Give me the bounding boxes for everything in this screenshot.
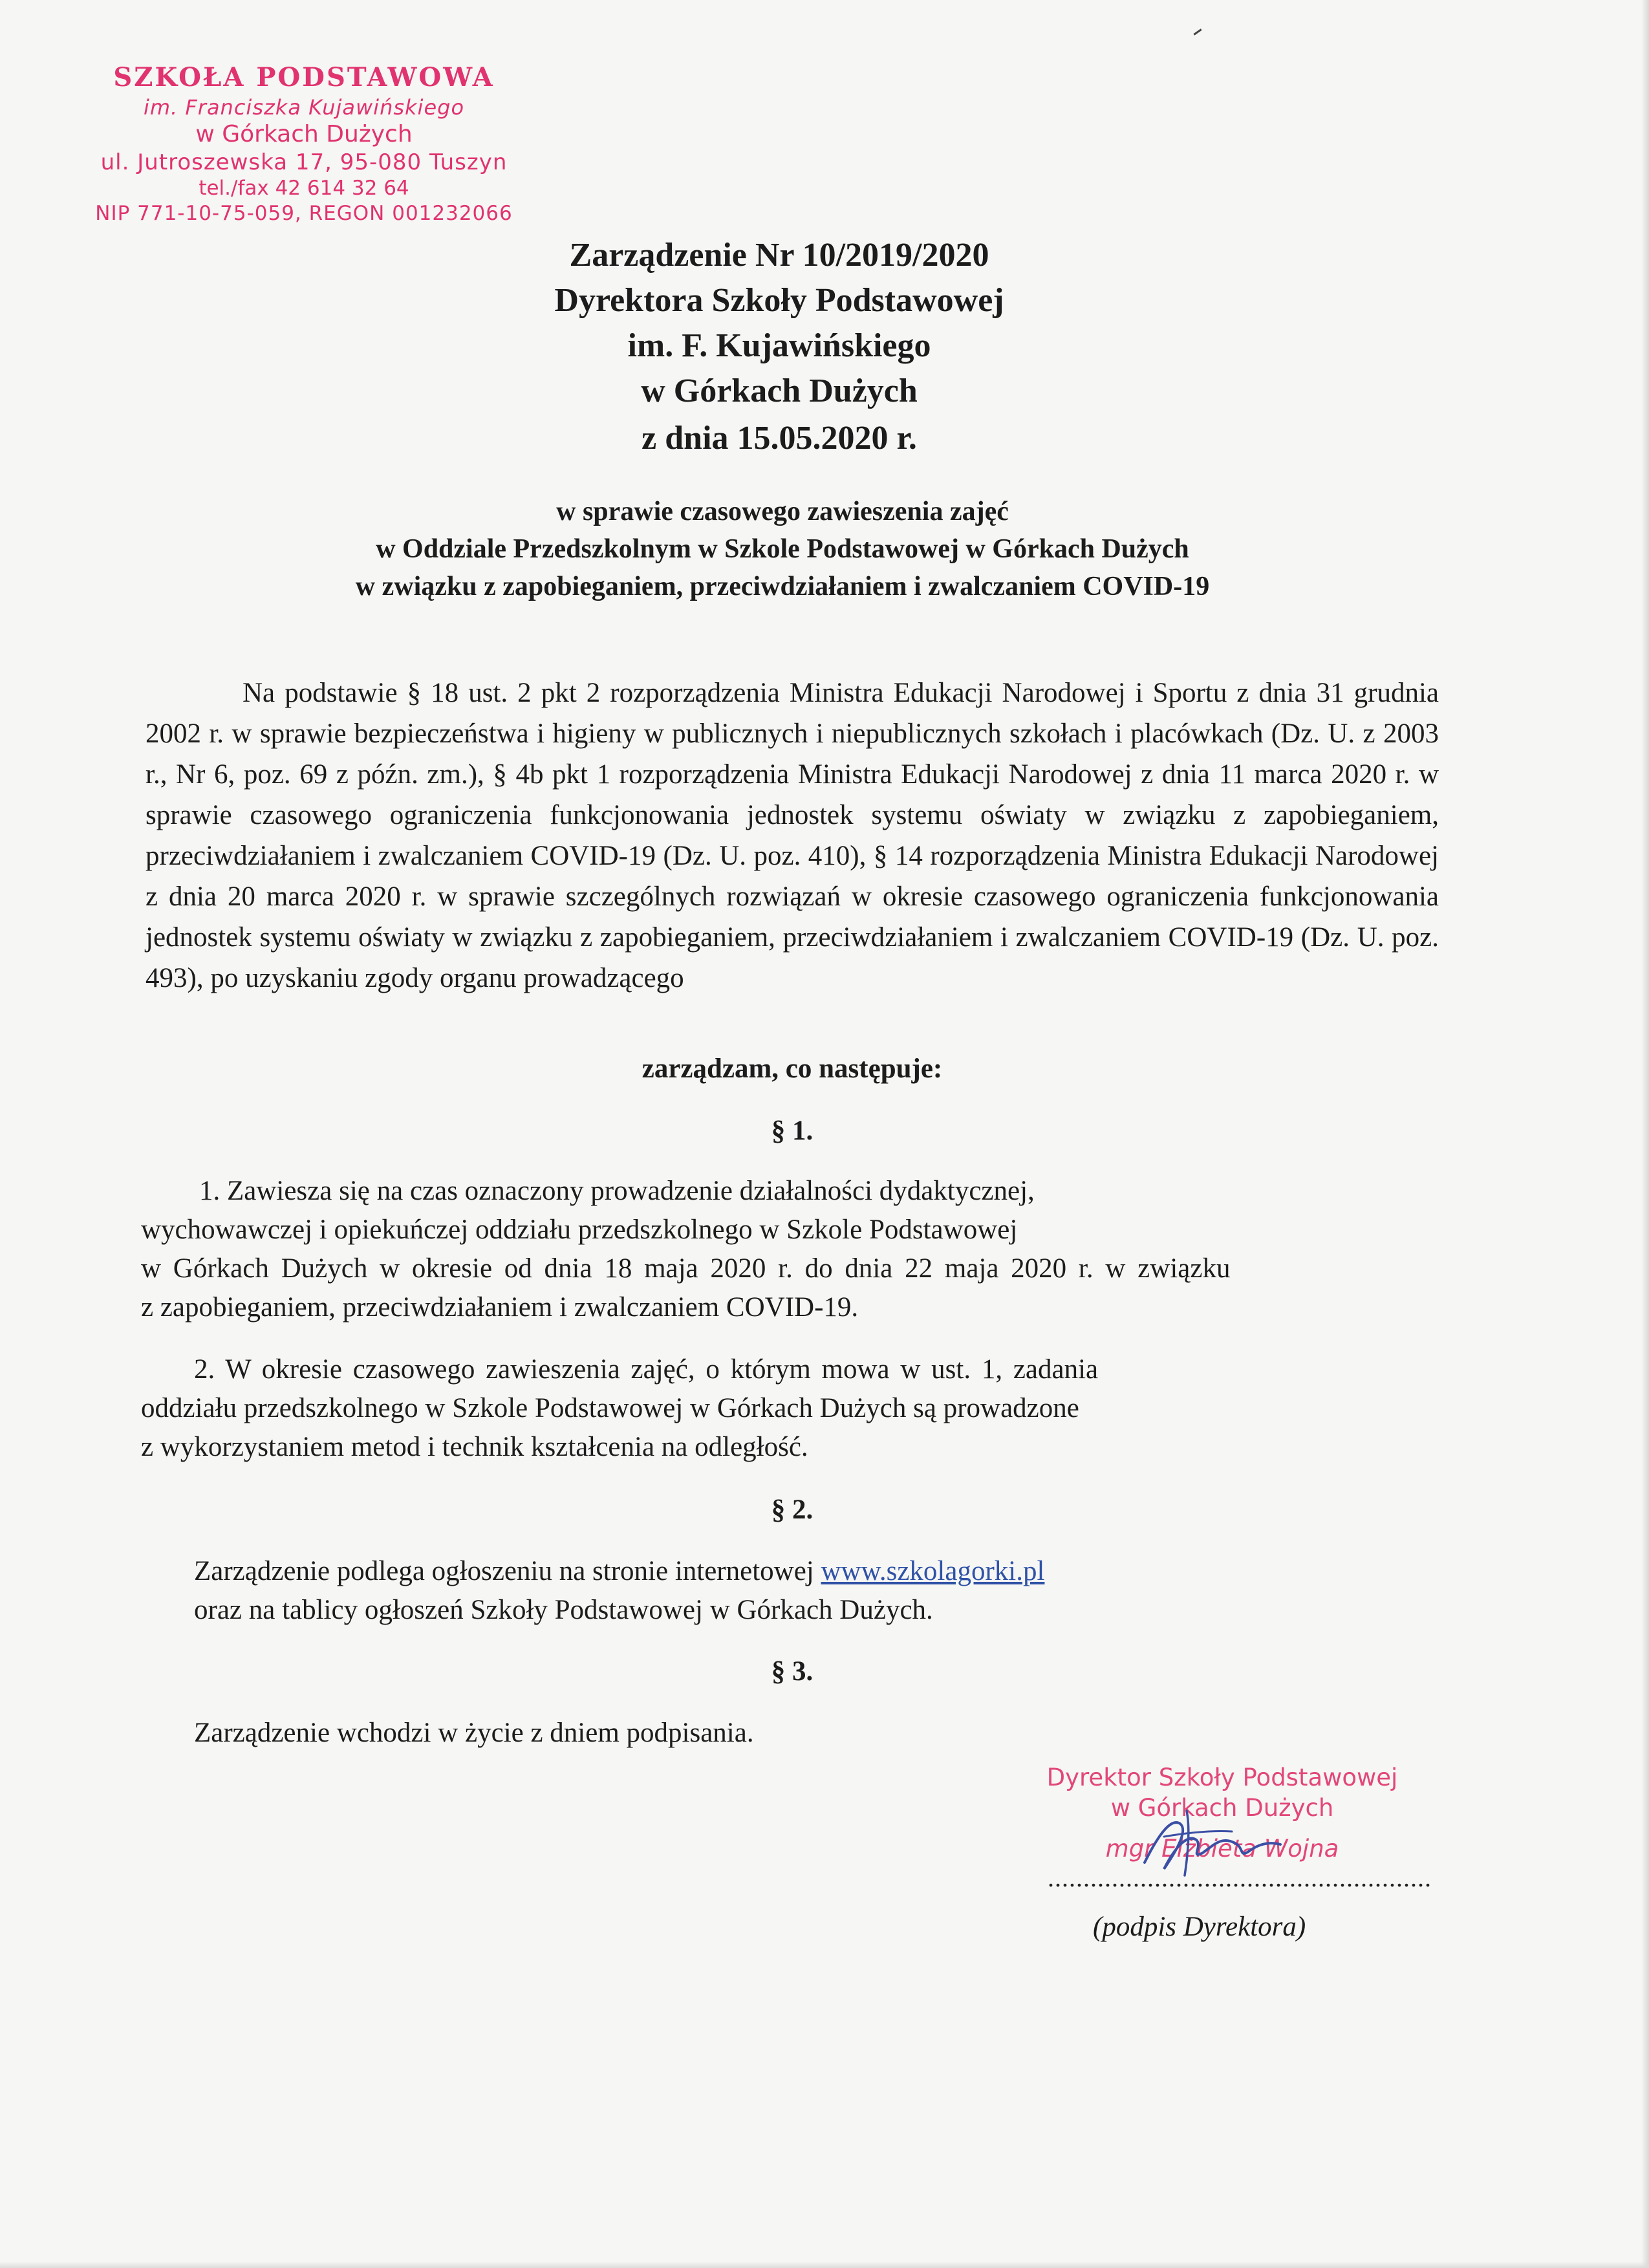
stamp-line: ul. Jutroszewska 17, 95-080 Tuszyn <box>100 149 508 175</box>
section-1-line: z wykorzystaniem metod i technik kształcenia na odległość. <box>141 1432 808 1462</box>
section-1-line: 2. W okresie czasowego zawieszenia zajęć, o którym mowa w ust. 1, zadania <box>194 1354 1099 1385</box>
document-subject <box>0 493 1565 605</box>
signature-line: ...................................................... <box>1048 1863 1432 1892</box>
title-line: Zarządzenie Nr 10/2019/2020 <box>569 237 989 274</box>
subject-line: w Oddziale Przedszkolnym w Szkole Podstawowej w Górkach Dużych <box>376 534 1189 564</box>
scan-edge <box>0 2262 1649 2268</box>
subject-line: w sprawie czasowego zawieszenia zajęć <box>556 497 1009 526</box>
section-2-line: oraz na tablicy ogłoszeń Szkoły Podstawowej w Górkach Dużych. <box>194 1595 933 1625</box>
school-stamp <box>84 62 524 225</box>
title-line: w Górkach Dużych <box>641 373 918 409</box>
title-line: im. F. Kujawińskiego <box>627 327 931 364</box>
section-1-line: 1. Zawiesza się na czas oznaczony prowadzenie działalności dydaktycznej, <box>199 1176 1035 1206</box>
stamp-line: tel./fax 42 614 32 64 <box>199 177 409 200</box>
pen-mark <box>1193 28 1202 35</box>
legal-basis-paragraph: Na podstawie § 18 ust. 2 pkt 2 rozporządzenia Ministra Edukacji Narodowej i Sportu z dnia 31 grudnia 2002 r. w sprawie bezpieczeństwa i higieny w publicznych i niepublicznych szkołach i placówkach (Dz. U. z 2003 r., Nr 6, poz. 69 z późn. zm.), § 4b pkt 1 rozporządzenia Ministra Edukacji Narodowej z dnia 11 marca 2020 r. w sprawie czasowego ograniczenia funkcjonowania jednostek systemu oświaty w związku z zapobieganiem, przeciwdziałaniem i zwalczaniem COVID-19 (Dz. U. poz. 410), § 14 rozporządzenia Ministra Edukacji Narodowej z dnia 20 marca 2020 r. w sprawie szczególnych rozwiązań w okresie czasowego ograniczenia funkcjonowania jednostek systemu oświaty w związku z zapobieganiem, przeciwdziałaniem i zwalczaniem COVID-19 (Dz. U. poz. 493), po uzyskaniu zgody organu prowadzącego <box>146 678 1439 993</box>
section-3-text: Zarządzenie wchodzi w życie z dniem podpisania. <box>194 1718 754 1748</box>
stamp-line: w Górkach Dużych <box>195 121 413 147</box>
section-1-line: oddziału przedszkolnego w Szkole Podstawowej w Górkach Dużych są prowadzone <box>141 1393 1079 1423</box>
section-1-line: wychowawczej i opiekuńczej oddziału przedszkolnego w Szkole Podstawowej <box>141 1215 1018 1245</box>
decree-phrase: zarządzam, co następuje: <box>641 1053 943 1084</box>
signature-caption <box>1093 1911 1306 1943</box>
section-3-heading: § 3. <box>771 1656 814 1687</box>
director-stamp-line: w Górkach Dużych <box>1110 1794 1334 1822</box>
document-title <box>0 233 1558 414</box>
director-stamp-line: Dyrektor Szkoły Podstawowej <box>1046 1764 1398 1791</box>
stamp-line: SZKOŁA PODSTAWOWA <box>113 62 495 92</box>
director-name: mgr Elżbieta Wojna <box>1105 1835 1339 1863</box>
section-1-line: z zapobieganiem, przeciwdziałaniem i zwalczaniem COVID-19. <box>141 1292 859 1323</box>
section-2-text: Zarządzenie podlega ogłoszeniu na stronie internetowej <box>194 1556 821 1586</box>
section-1-line: w Górkach Dużych w okresie od dnia 18 maja 2020 r. do dnia 22 maja 2020 r. w związku <box>141 1253 1231 1284</box>
stamp-line: NIP 771-10-75-059, REGON 001232066 <box>95 202 513 225</box>
stamp-line: im. Franciszka Kujawińskiego <box>143 95 465 120</box>
document-date: z dnia 15.05.2020 r. <box>641 420 917 457</box>
scan-edge <box>1641 0 1649 2268</box>
subject-line: w związku z zapobieganiem, przeciwdziałaniem i zwalczaniem COVID-19 <box>355 572 1210 601</box>
school-website-link[interactable]: www.szkolagorki.pl <box>821 1556 1045 1586</box>
section-2-heading: § 2. <box>771 1495 814 1525</box>
signature-caption-text: (podpis Dyrektora) <box>1093 1912 1306 1942</box>
section-2-line <box>194 1552 1044 1591</box>
title-line: Dyrektora Szkoły Podstawowej <box>554 282 1004 319</box>
section-1-heading: § 1. <box>771 1116 814 1146</box>
